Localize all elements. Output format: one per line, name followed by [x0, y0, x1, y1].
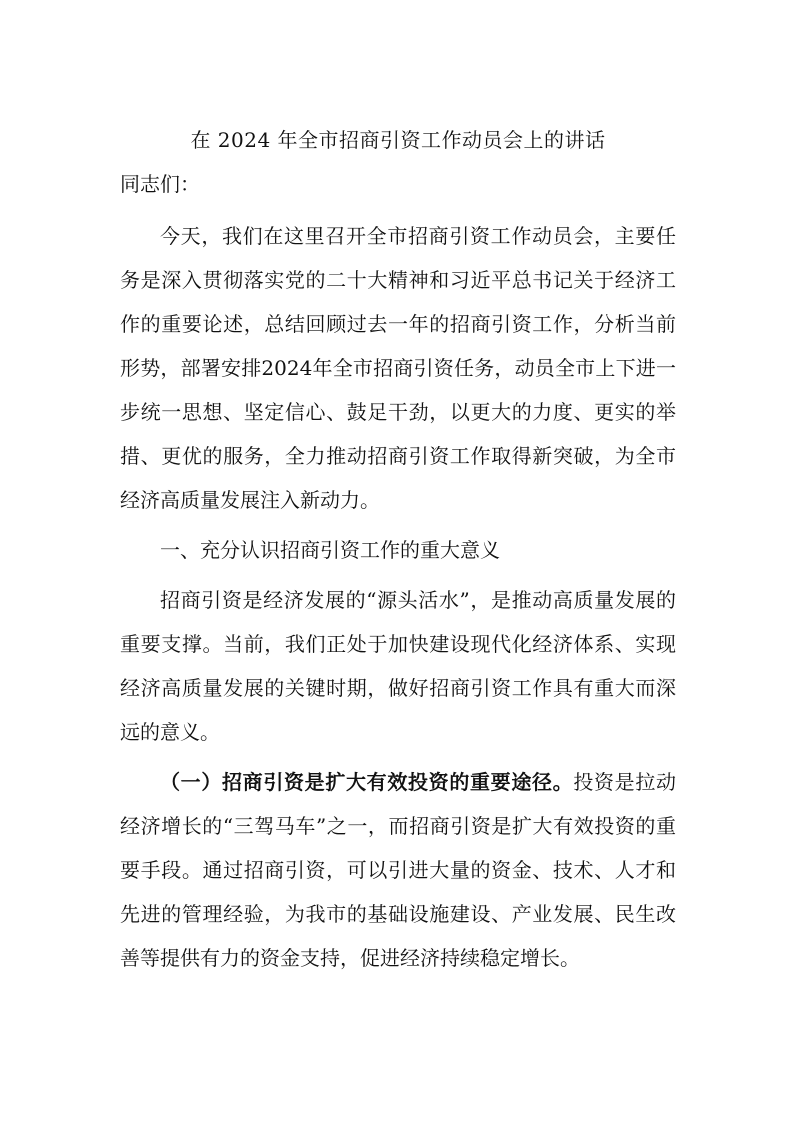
document-body [120, 118, 676, 980]
point-paragraph [120, 760, 676, 980]
point-lead: （一）招商引资是扩大有效投资的重要途径。 [160, 770, 574, 794]
spacer [120, 206, 676, 214]
intro-paragraph: 今天，我们在这里召开全市招商引资工作动员会，主要任务是深入贯彻落实党的二十大精神和习近平总书记关于经济工作的重要论述，总结回顾过去一年的招商引资工作，分析当前形势，部署安排2024年全市招商引资任务，动员全市上下进一步统一思想、坚定信心、鼓足干劲，以更大的力度、更实的举措、更优的服务，全力推动招商引资工作取得新突破，为全市经济高质量发展注入新动力。 [120, 224, 676, 512]
point-body: 投资是拉动经济增长的“三驾马车”之一，而招商引资是扩大有效投资的重要手段。通过招商引资，可以引进大量的资金、技术、人才和先进的管理经验，为我市的基础设施建设、产业发展、民生改善等提供有力的资金支持，促进经济持续稳定增长。 [120, 770, 677, 970]
document-title: 在 2024 年全市招商引资工作动员会上的讲话 [190, 128, 606, 152]
salutation: 同志们： [120, 172, 200, 196]
section-heading: 一、充分认识招商引资工作的重大意义 [160, 538, 500, 562]
section-paragraph: 招商引资是经济发展的“源头活水”，是推动高质量发展的重要支撑。当前，我们正处于加快建设现代化经济体系、实现经济高质量发展的关键时期，做好招商引资工作具有重大而深远的意义。 [120, 588, 676, 744]
